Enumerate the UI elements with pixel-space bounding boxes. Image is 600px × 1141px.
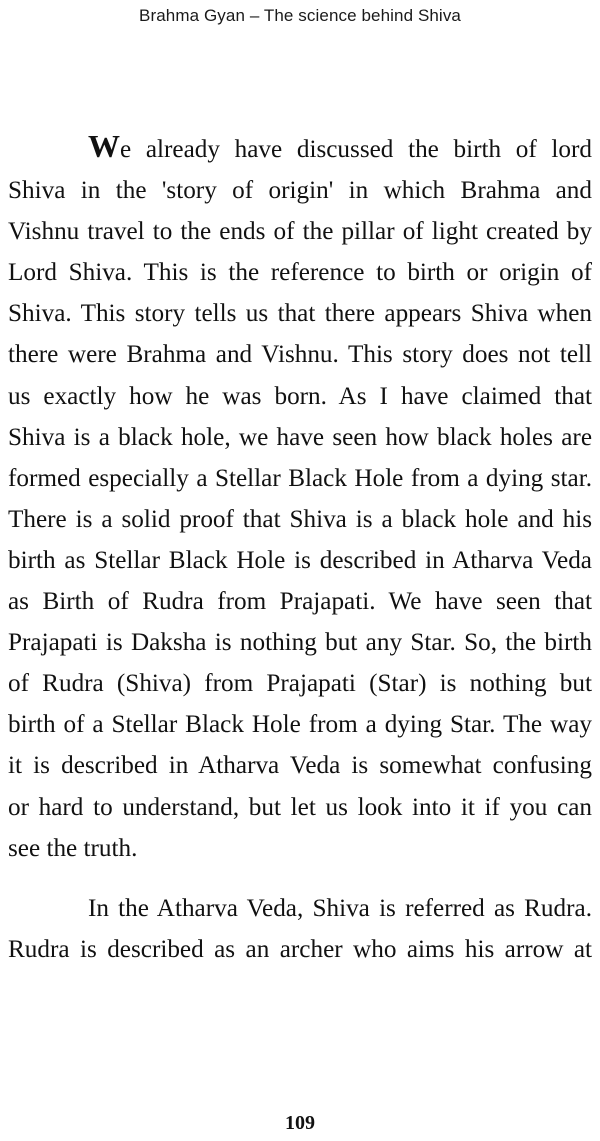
running-header: Brahma Gyan – The science behind Shiva (139, 6, 461, 25)
text-line: there were Brahma and Vishnu. This story does not tell (8, 341, 592, 369)
text-line: In the Atharva Veda, Shiva is referred as Rudra. (88, 894, 592, 922)
paragraph (8, 126, 592, 869)
text-line: There is a solid proof that Shiva is a black hole and his (8, 505, 592, 533)
text-line: see the truth. (8, 834, 138, 862)
page-number: 109 (285, 1112, 315, 1134)
text-line: it is described in Atharva Veda is somewhat confusing (8, 752, 592, 780)
text-line: as Birth of Rudra from Prajapati. We have seen that (8, 588, 592, 616)
text-line: birth of a Stellar Black Hole from a dying Star. The way (8, 711, 592, 739)
body-text (8, 126, 592, 970)
text-line: Prajapati is Daksha is nothing but any Star. So, the birth (8, 629, 592, 657)
drop-letter: W (88, 128, 120, 164)
text-line: us exactly how he was born. As I have claimed that (8, 382, 592, 410)
text-line: We already have discussed the birth of lord (88, 128, 592, 164)
paragraph (8, 888, 592, 970)
text-line: birth as Stellar Black Hole is described in Atharva Veda (8, 546, 592, 574)
text-line: Shiva. This story tells us that there appears Shiva when (8, 300, 592, 328)
text-line: Rudra is described as an archer who aims his arrow at (8, 935, 592, 963)
text-line: Lord Shiva. This is the reference to birth or origin of (8, 259, 592, 287)
text-line: formed especially a Stellar Black Hole from a dying star. (8, 464, 592, 492)
text-line: Shiva is a black hole, we have seen how black holes are (8, 423, 592, 451)
text-line: Vishnu travel to the ends of the pillar of light created by (8, 218, 592, 246)
text-line: of Rudra (Shiva) from Prajapati (Star) is nothing but (8, 670, 592, 698)
text-line: or hard to understand, but let us look into it if you can (8, 793, 592, 821)
text-line: Shiva in the 'story of origin' in which Brahma and (8, 177, 592, 205)
